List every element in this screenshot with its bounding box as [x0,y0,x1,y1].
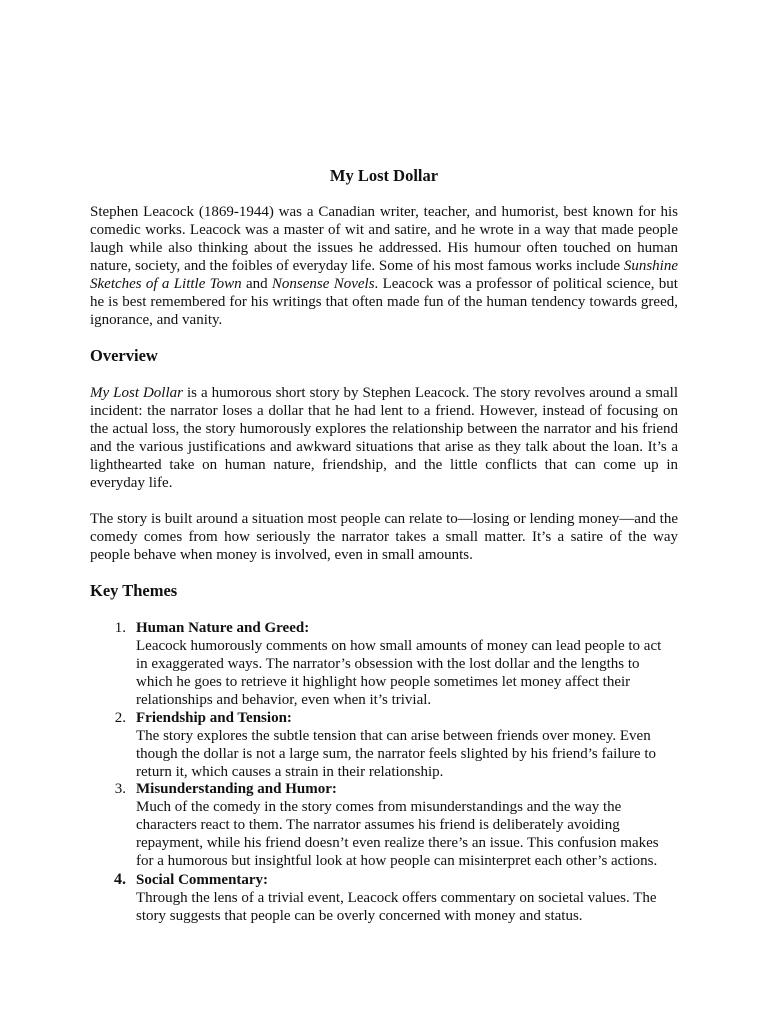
theme-number-4: 4. [114,871,126,888]
work-title-nonsense-novels: Nonsense Novels [271,276,375,292]
story-title: My Lost Dollar [90,385,183,401]
intro-text-2: . Leacock was a professor of political science, but he is best remembered for his writings that often made fun of the human tendency towards greed, ignorance, and vanity. [90,276,678,328]
overview-heading: Overview [90,346,158,365]
theme-title-1: Human Nature and Greed: [136,620,310,636]
theme-text-3: Much of the comedy in the story comes from misunderstandings and the way the characters react to them. The narrator assumes his friend is deliberately avoiding repayment, while his friend doesn’t even realize there’s an issue. This confusion makes for a humorous but insightful look at how people can misinterpret each other’s actions. [136,799,659,869]
overview-paragraph-1 [90,384,678,492]
overview-text-1: is a humorous short story by Stephen Leacock. The story revolves around a small incident: the narrator loses a dollar that he had lent to a friend. However, instead of focusing on the actual loss, the story humorously explores the relationship between the narrator and his friend and the various justifications and awkward situations that arise as they talk about the loan. It’s a lighthearted take on human nature, friendship, and the little conflicts that can come up in everyday life. [90,385,678,491]
theme-text-1: Leacock humorously comments on how small amounts of money can lead people to act in exaggerated ways. The narrator’s obsession with the lost dollar and the lengths to which he goes to retrieve it highlight how people sometimes let money affect their relationships and behavior, even when it’s trivial. [136,638,662,708]
work-title-sunshine-sketches: Sunshine Sketches of a Little Town [90,258,678,292]
intro-and: and [241,276,272,292]
intro-paragraph [90,203,678,329]
document-title: My Lost Dollar [329,166,439,185]
theme-title-3: Misunderstanding and Humor: [136,781,337,797]
overview-paragraph-2: The story is built around a situation most people can relate to—losing or lending money—and the comedy comes from how seriously the narrator takes a small matter. It’s a satire of the way people behave when money is involved, even in small amounts. [90,511,678,563]
theme-number-2: 2. [114,710,126,726]
theme-title-4: Social Commentary: [136,872,269,888]
theme-text-4: Through the lens of a trivial event, Leacock offers commentary on societal values. The story suggests that people can be overly concerned with money and status. [136,890,657,924]
key-themes-heading: Key Themes [90,581,178,600]
theme-text-2: The story explores the subtle tension that can arise between friends over money. Even though the dollar is not a large sum, the narrator feels slighted by his friend’s failure to return it, which causes a strain in their relationship. [136,728,657,780]
theme-title-2: Friendship and Tension: [136,710,292,726]
theme-number-1: 1. [114,620,126,636]
theme-number-3: 3. [114,781,126,797]
intro-text-1: Stephen Leacock (1869-1944) was a Canadian writer, teacher, and humorist, best known for his comedic works. Leacock was a master of wit and satire, and he wrote in a way that made people laugh while also thinking about the issues he addressed. His humour often touched on human nature, society, and the foibles of everyday life. Some of his most famous works include [90,204,678,274]
